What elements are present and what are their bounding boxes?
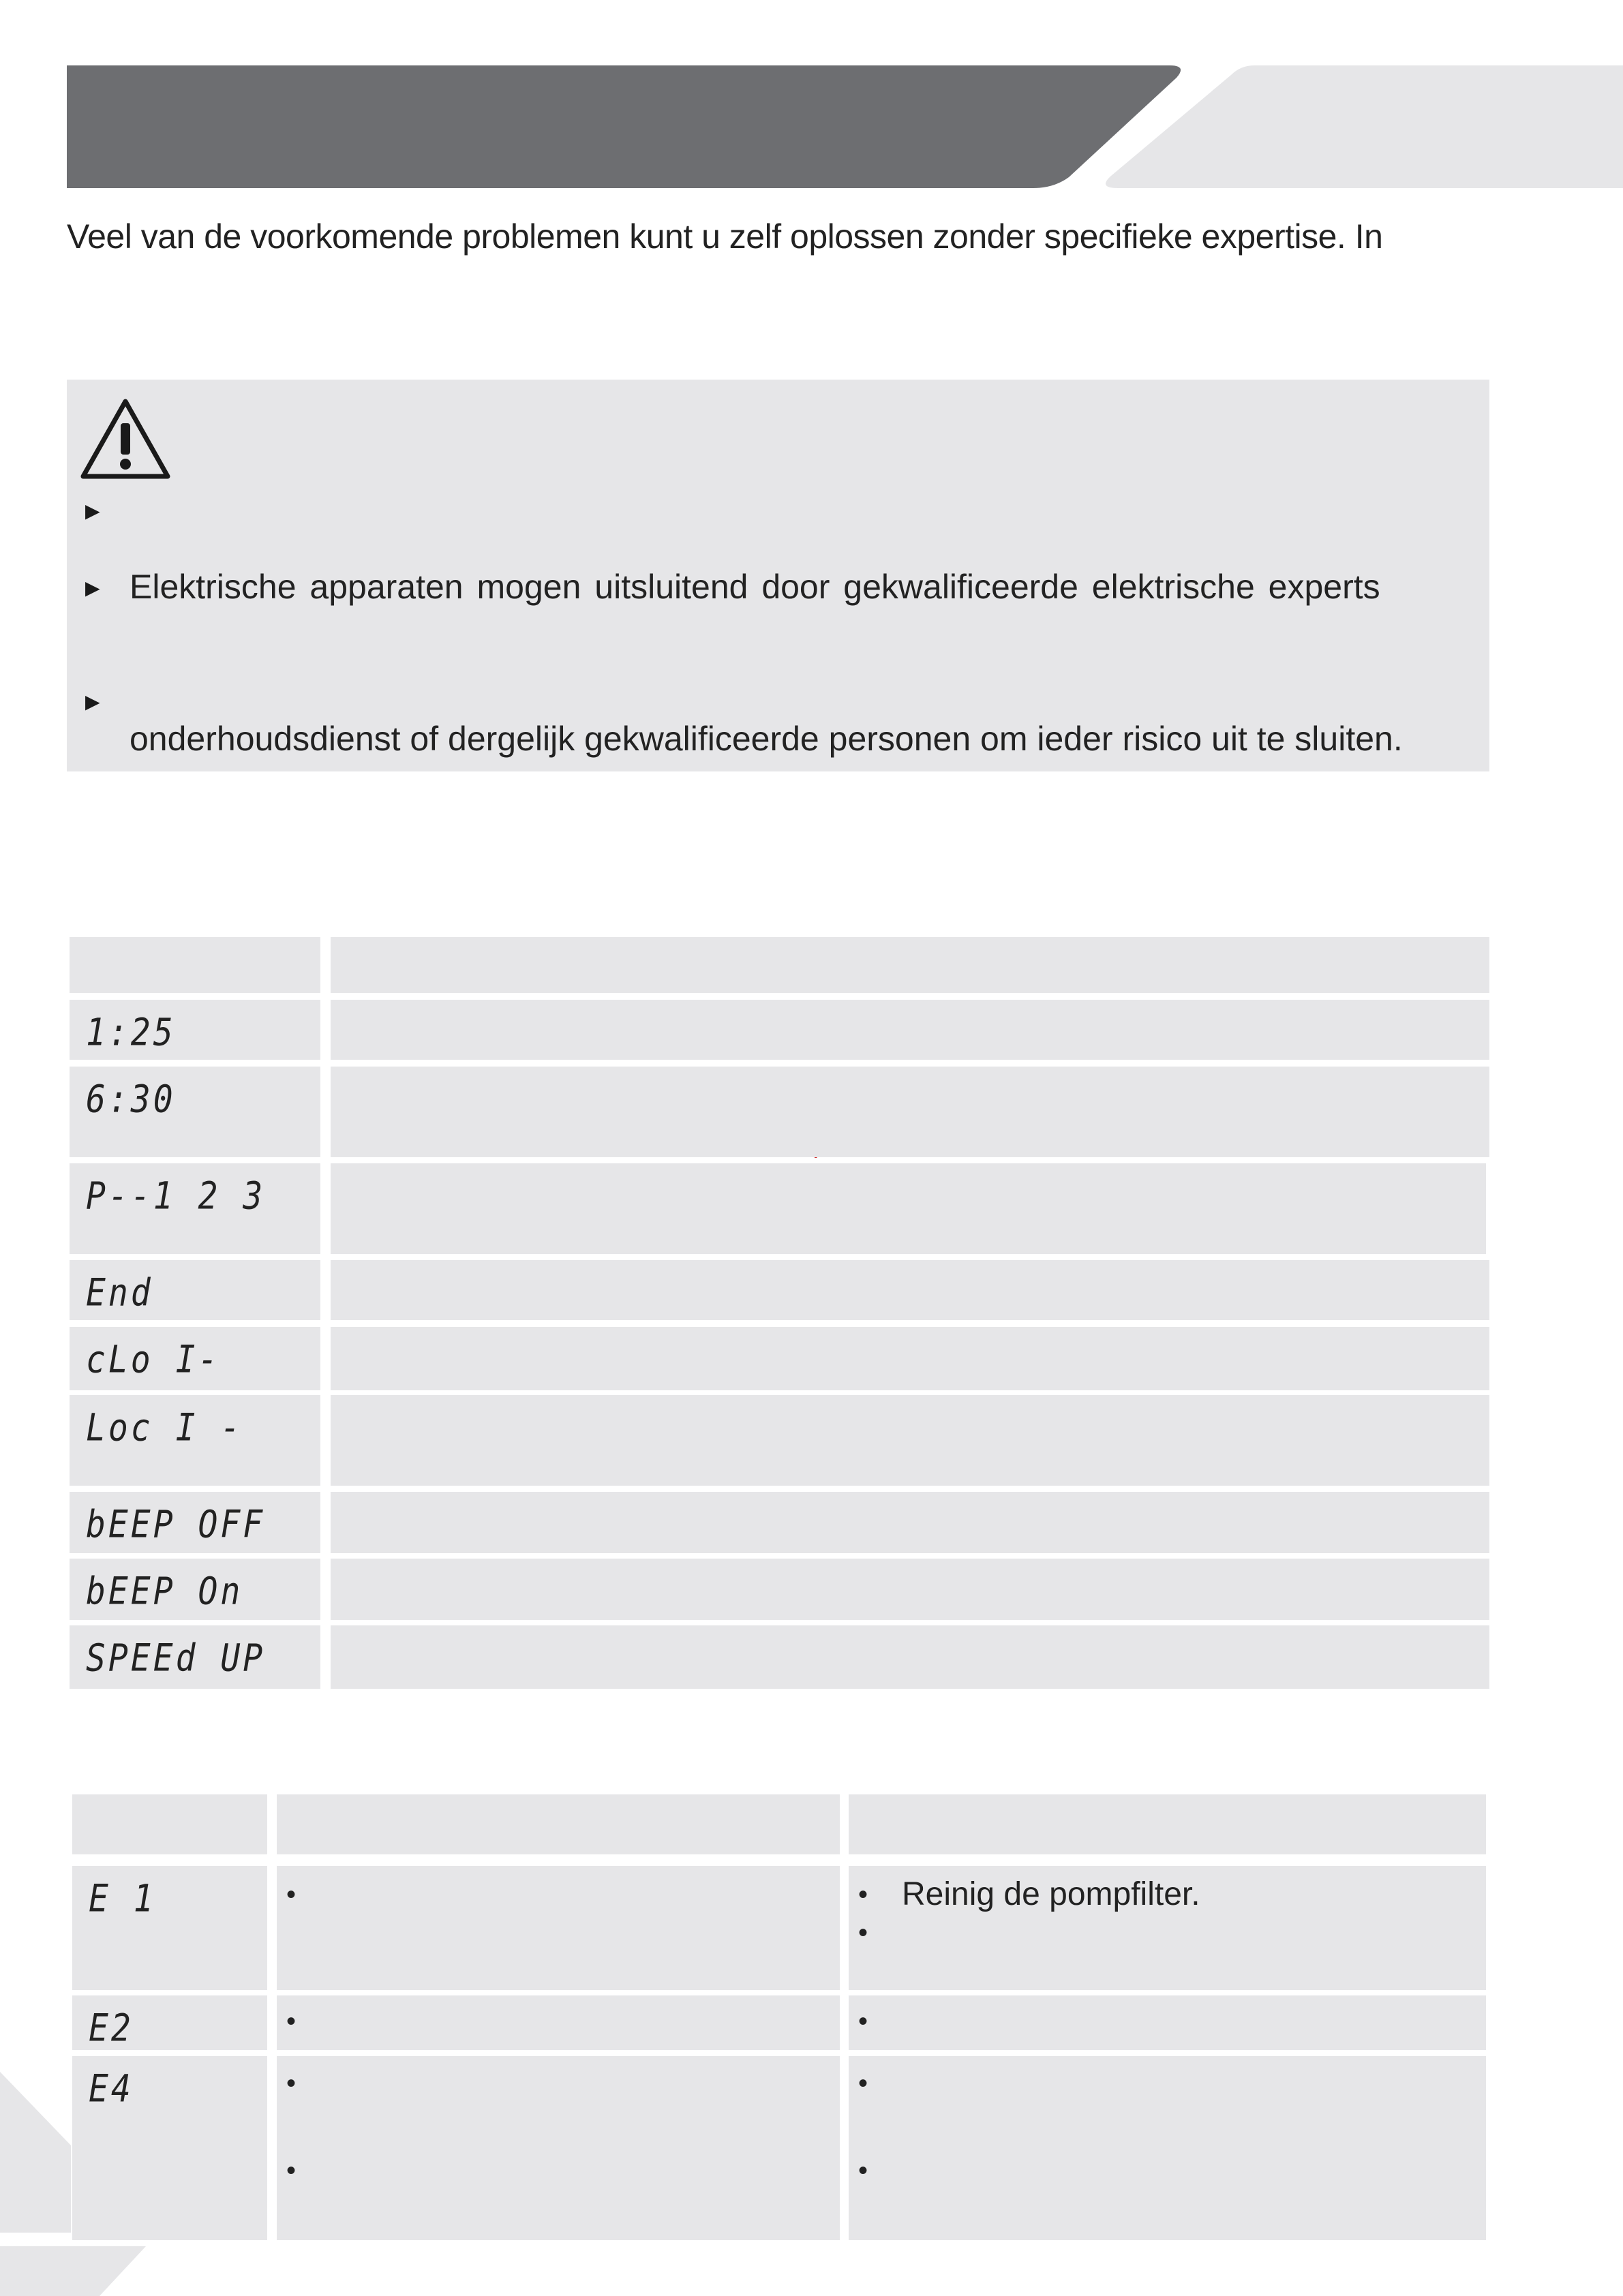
bullet: •	[286, 2156, 297, 2186]
error-code-cell	[72, 1995, 267, 2050]
code-cell	[70, 1492, 320, 1553]
description-cell	[331, 1067, 1489, 1157]
cause-cell	[277, 1866, 840, 1990]
code-cell	[70, 1559, 320, 1620]
bullet: •	[286, 1880, 297, 1910]
arrow-bullet-icon: ►	[80, 574, 105, 602]
corner-decoration	[0, 2072, 157, 2296]
display-code: P--1 2 3	[86, 1174, 266, 1219]
display-code: cLo I-	[86, 1338, 221, 1382]
code-cell	[70, 1067, 320, 1157]
description-cell	[331, 1492, 1489, 1553]
warning-item-2: Elektrische apparaten mogen uitsluitend door gekwalificeerde elektrische experts	[130, 568, 1380, 606]
bullet: •	[286, 2068, 297, 2098]
table-header-cell	[331, 937, 1489, 993]
page-header-bar	[0, 0, 1623, 198]
warning-triangle-icon	[78, 396, 173, 483]
description-cell	[331, 1000, 1489, 1060]
bullet: •	[858, 1880, 868, 1910]
cause-cell	[277, 1995, 840, 2050]
solution-cell	[849, 1866, 1486, 1990]
arrow-bullet-icon: ►	[80, 497, 105, 525]
description-cell	[331, 1395, 1489, 1486]
description-cell	[331, 1559, 1489, 1620]
table-header-cell	[277, 1794, 840, 1854]
error-code: E 1	[89, 1877, 156, 1921]
code-cell	[70, 1163, 320, 1254]
table-header-cell	[70, 937, 320, 993]
warning-box	[67, 380, 1489, 771]
warning-continuation: onderhoudsdienst of dergelijk gekwalificeerde personen om ieder risico uit te sluiten.	[130, 720, 1403, 758]
cause-cell	[277, 2056, 840, 2240]
description-cell	[331, 1625, 1489, 1689]
display-code: bEEP OFF	[86, 1503, 266, 1547]
bullet: •	[858, 1918, 868, 1948]
arrow-bullet-icon: ►	[80, 688, 105, 716]
display-code: SPEEd UP	[86, 1636, 266, 1681]
bullet: •	[858, 2068, 868, 2098]
bullet: •	[858, 2006, 868, 2036]
display-code: End	[86, 1271, 153, 1315]
code-cell	[70, 1260, 320, 1320]
display-code: 6:30	[86, 1077, 176, 1122]
description-cell	[331, 1163, 1486, 1254]
display-code: Loc I -	[86, 1406, 243, 1450]
display-code: 1:25	[86, 1011, 176, 1055]
solution-cell	[849, 2056, 1486, 2240]
code-cell	[70, 1395, 320, 1486]
bullet: •	[286, 2006, 297, 2036]
bullet: •	[858, 2156, 868, 2186]
description-cell	[331, 1260, 1489, 1320]
error-code-cell	[72, 1866, 267, 1990]
solution-text: Reinig de pompfilter.	[902, 1876, 1200, 1912]
code-cell	[70, 1000, 320, 1060]
code-cell	[70, 1327, 320, 1390]
error-code: E2	[89, 2006, 134, 2051]
error-code: E4	[89, 2067, 134, 2111]
code-cell	[70, 1625, 320, 1689]
solution-cell	[849, 1995, 1486, 2050]
table-header-cell	[849, 1794, 1486, 1854]
display-code: bEEP On	[86, 1570, 243, 1614]
description-cell	[331, 1327, 1489, 1390]
intro-paragraph: Veel van de voorkomende problemen kunt u zelf oplossen zonder specifieke expertise. In	[67, 217, 1383, 256]
table-header-cell	[72, 1794, 267, 1854]
